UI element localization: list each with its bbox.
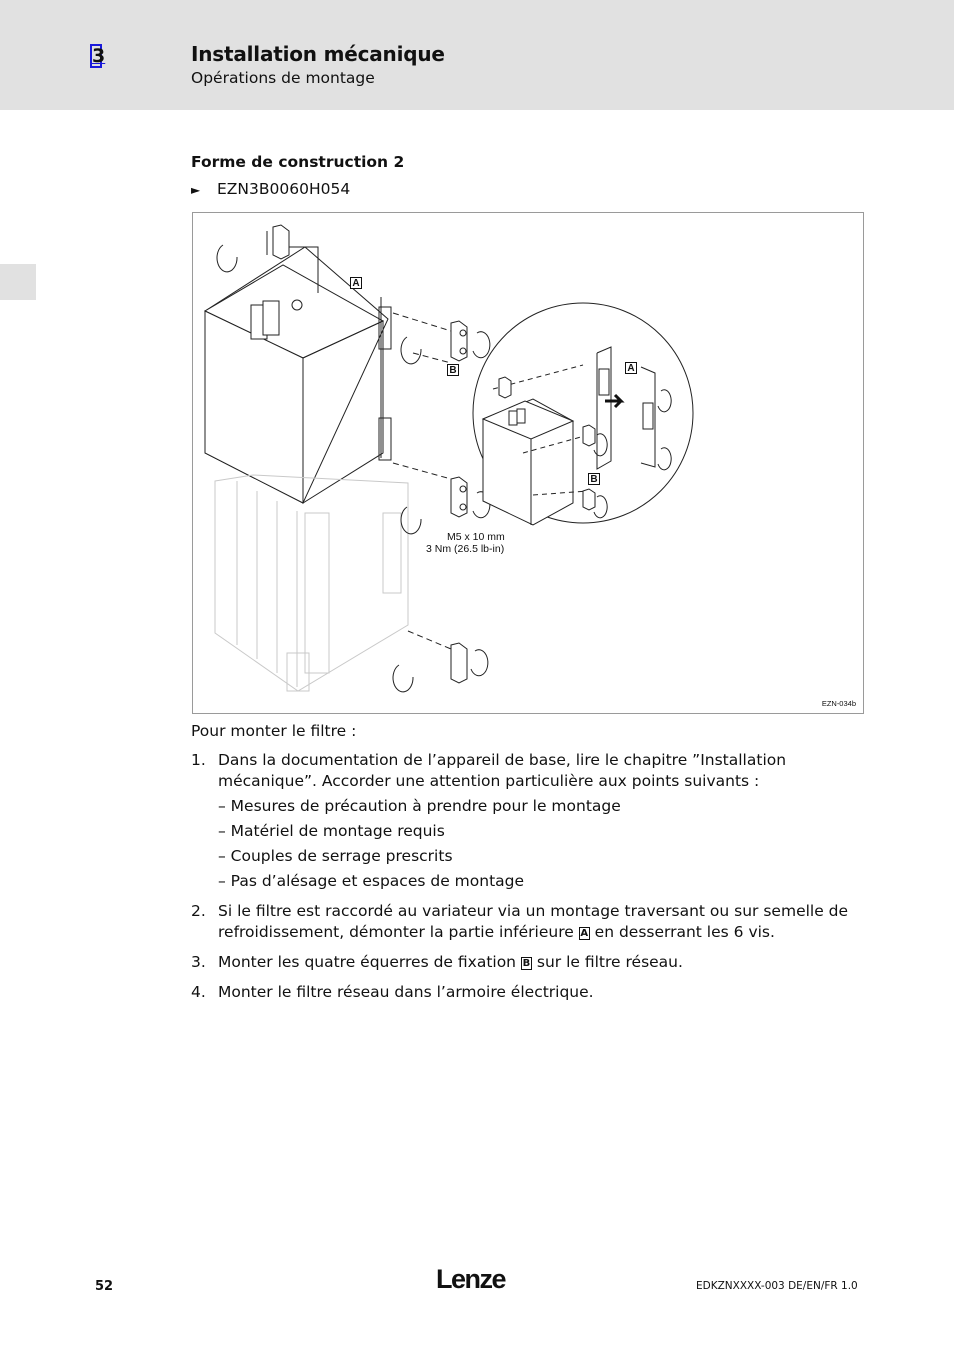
side-tab-marker: [0, 264, 36, 300]
chapter-title: Installation mécanique: [191, 42, 445, 66]
key-b-box: B: [522, 958, 531, 969]
step-text: sur le filtre réseau.: [536, 953, 683, 971]
step-number: 1.: [191, 751, 206, 769]
step-number: 3.: [191, 953, 206, 971]
list-item: – Couples de serrage prescrits: [218, 847, 453, 865]
step-2: [191, 901, 851, 943]
screw-spec: M5 x 10 mm: [447, 531, 505, 543]
step-4: [191, 982, 851, 1003]
step-text: Si le filtre est raccordé au variateur via un montage traversant ou sur semelle de refroidissement, démonter la partie inférieure: [218, 902, 849, 941]
inverter-drawing: [215, 475, 408, 691]
section-title: Forme de construction 2: [191, 153, 405, 171]
step-1: [191, 750, 851, 892]
mounting-illustration: [192, 212, 864, 714]
callout-b-main: B: [447, 364, 459, 376]
list-item: – Mesures de précaution à prendre pour le montage: [218, 797, 621, 815]
step-text: Monter les quatre équerres de fixation: [218, 953, 517, 971]
step-number: 2.: [191, 902, 206, 920]
step-text: Monter le filtre réseau dans l’armoire électrique.: [218, 983, 594, 1001]
chapter-number-link[interactable]: 3: [92, 45, 106, 67]
model-number: EZN3B0060H054: [217, 180, 351, 198]
header-band: [0, 0, 954, 110]
triangle-bullet-icon: ►: [191, 183, 201, 197]
list-item: – Pas d’alésage et espaces de montage: [218, 872, 525, 890]
step-3: [191, 952, 851, 973]
detail-zoom-drawing: [473, 303, 693, 525]
model-line: [191, 180, 350, 198]
page-number: 52: [95, 1279, 114, 1294]
list-item: – Matériel de montage requis: [218, 822, 445, 840]
step-number: 4.: [191, 983, 206, 1001]
brand-logo: Lenze: [436, 1264, 506, 1294]
chapter-subtitle: Opérations de montage: [191, 69, 375, 87]
instruction-steps: [191, 750, 851, 1012]
callout-a-detail: A: [625, 362, 637, 374]
instructions-intro: Pour monter le filtre :: [191, 722, 357, 740]
filter-unit-drawing: [205, 247, 391, 503]
figure-id: EZN-034b: [821, 699, 856, 708]
step-text: en desserrant les 6 vis.: [594, 923, 775, 941]
callout-a-main: A: [350, 277, 362, 289]
document-id: EDKZNXXXX-003 DE/EN/FR 1.0: [696, 1280, 858, 1292]
torque-spec: 3 Nm (26.5 lb-in): [426, 543, 505, 555]
key-a-box: A: [580, 928, 589, 939]
mounting-drawing: [193, 213, 865, 715]
step-text: Dans la documentation de l’appareil de base, lire le chapitre ”Installation mécanique”. Accorder une attention particulière aux points suivants :: [218, 751, 787, 790]
callout-b-detail: B: [588, 473, 600, 485]
